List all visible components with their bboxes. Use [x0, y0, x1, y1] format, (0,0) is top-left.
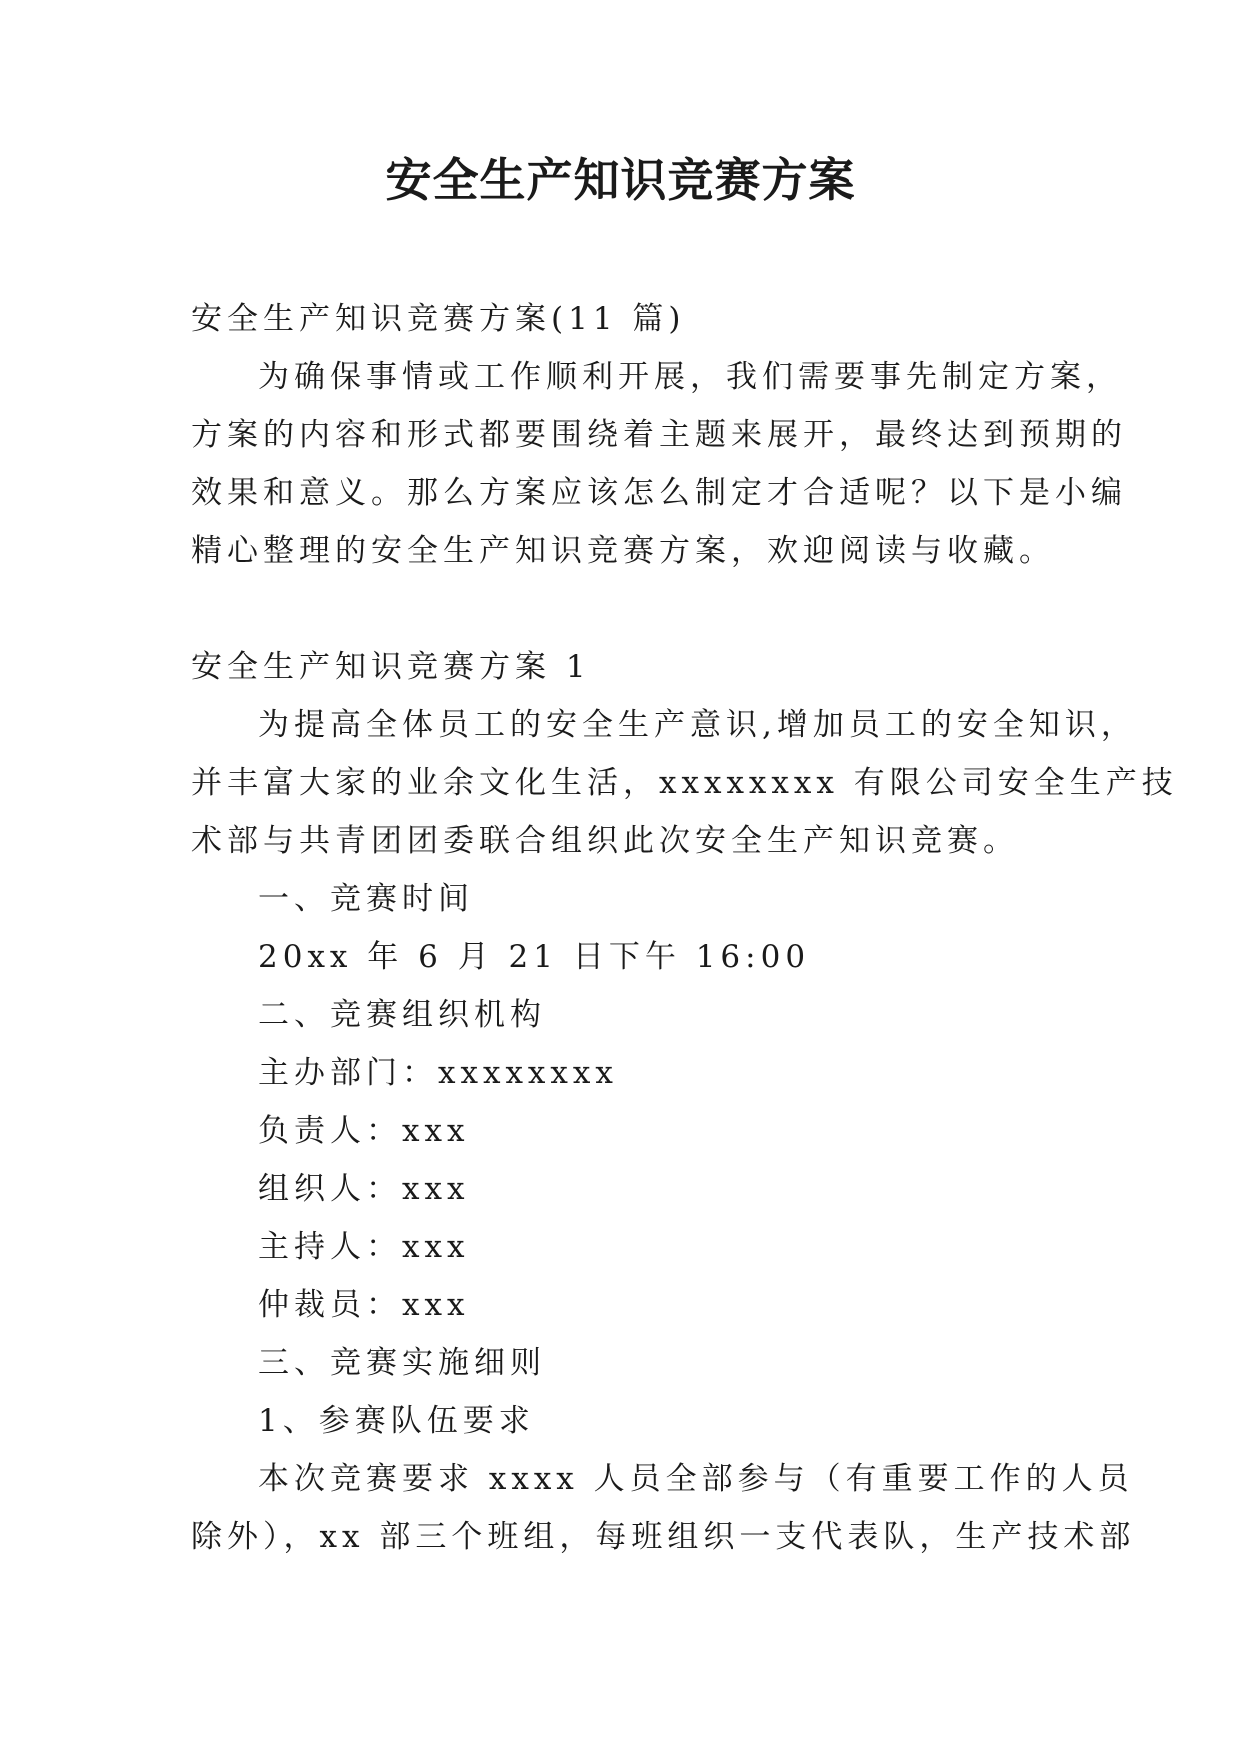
item-organizer: 组织人：xxx: [258, 1171, 470, 1207]
intro-line: 为确保事情或工作顺利开展，我们需要事先制定方案，: [258, 359, 1122, 395]
paragraph-spacer: [191, 580, 1061, 638]
item-team-requirements: 1、参赛队伍要求: [258, 1403, 535, 1439]
document-subtitle: 安全生产知识竞赛方案(11 篇): [191, 301, 686, 337]
item-date: 20xx 年 6 月 21 日下午 16:00: [258, 939, 811, 975]
document-body: [191, 290, 1178, 1566]
item-heading-rules: 三、竞赛实施细则: [258, 1345, 546, 1381]
document-title: 安全生产知识竞赛方案: [385, 153, 856, 207]
section-line: 术部与共青团团委联合组织此次安全生产知识竞赛。: [191, 823, 1019, 859]
closing-line: 本次竞赛要求 xxxx 人员全部参与（有重要工作的人员: [258, 1461, 1134, 1497]
intro-line: 精心整理的安全生产知识竞赛方案，欢迎阅读与收藏。: [191, 533, 1055, 569]
item-host: 主持人：xxx: [258, 1229, 470, 1265]
section-line: 并丰富大家的业余文化生活，xxxxxxxx 有限公司安全生产技: [191, 765, 1178, 801]
item-heading-organization: 二、竞赛组织机构: [258, 997, 546, 1033]
closing-line: 除外），xx 部三个班组，每班组织一支代表队，生产技术部: [191, 1519, 1136, 1555]
intro-line: 方案的内容和形式都要围绕着主题来展开，最终达到预期的: [191, 417, 1127, 453]
section-heading: 安全生产知识竞赛方案 1: [191, 649, 591, 685]
item-responsible-person: 负责人：xxx: [258, 1113, 470, 1149]
item-arbitrator: 仲裁员：xxx: [258, 1287, 470, 1323]
intro-line: 效果和意义。那么方案应该怎么制定才合适呢？以下是小编: [191, 475, 1127, 511]
item-host-department: 主办部门：xxxxxxxx: [258, 1055, 618, 1091]
section-line: 为提高全体员工的安全生产意识,增加员工的安全知识，: [258, 707, 1137, 743]
item-heading-time: 一、竞赛时间: [258, 881, 474, 917]
